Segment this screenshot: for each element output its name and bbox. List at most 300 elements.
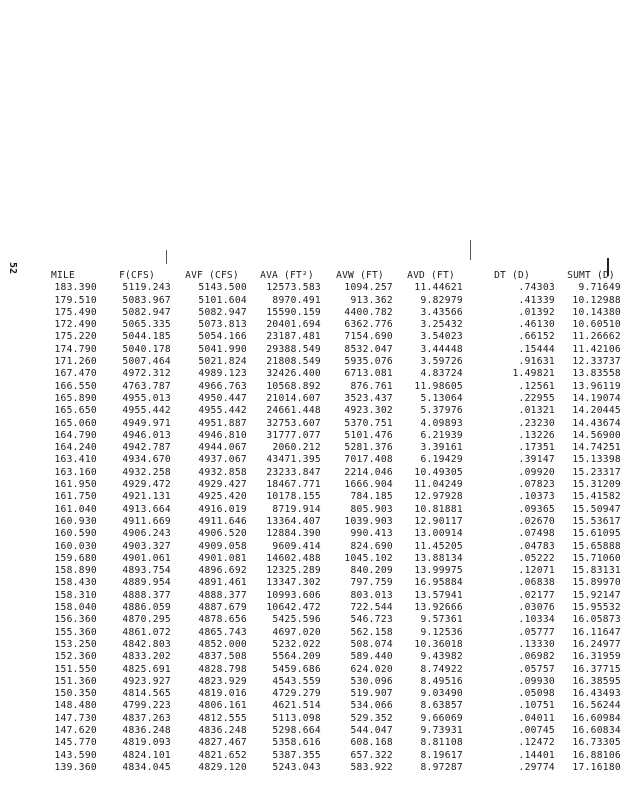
cell-avd-ft: 3.25432 <box>420 319 463 331</box>
cell-f-cfs: 4903.327 <box>122 540 171 552</box>
cell-ava-ft2: 32753.607 <box>266 417 321 429</box>
cell-dt-d: .02177 <box>518 589 555 601</box>
cell-sumt-d: 16.24977 <box>572 638 621 650</box>
cell-avw-ft: 562.158 <box>350 626 393 638</box>
cell-mile: 164.790 <box>54 429 97 441</box>
table-row <box>26 393 624 405</box>
table-row <box>26 516 624 528</box>
cell-ava-ft2: 10568.892 <box>266 380 321 392</box>
header-mile: MILE <box>51 270 75 281</box>
cell-ava-ft2: 5113.098 <box>272 712 321 724</box>
table-row <box>26 541 624 553</box>
cell-dt-d: .12472 <box>518 737 555 749</box>
table-row <box>26 700 624 712</box>
cell-mile: 160.590 <box>54 528 97 540</box>
cell-avd-ft: 12.97928 <box>414 491 463 503</box>
cell-f-cfs: 4911.669 <box>122 515 171 527</box>
cell-dt-d: .91631 <box>518 356 555 368</box>
cell-mile: 160.930 <box>54 515 97 527</box>
cell-f-cfs: 4955.442 <box>122 405 171 417</box>
cell-dt-d: .14401 <box>518 749 555 761</box>
cell-ava-ft2: 10178.155 <box>266 491 321 503</box>
cell-mile: 165.060 <box>54 417 97 429</box>
cell-avd-ft: 11.98605 <box>414 380 463 392</box>
cell-avf-cfs: 4909.058 <box>198 540 247 552</box>
cell-avw-ft: 544.047 <box>350 724 393 736</box>
cell-f-cfs: 5082.947 <box>122 306 171 318</box>
cell-avd-ft: 3.59726 <box>420 356 463 368</box>
cell-mile: 150.350 <box>54 688 97 700</box>
cell-avd-ft: 8.97287 <box>420 761 463 773</box>
cell-ava-ft2: 5232.022 <box>272 638 321 650</box>
cell-avd-ft: 13.00914 <box>414 528 463 540</box>
cell-avw-ft: 6713.081 <box>344 368 393 380</box>
cell-ava-ft2: 10642.472 <box>266 602 321 614</box>
cell-sumt-d: 14.20445 <box>572 405 621 417</box>
cell-avw-ft: 508.074 <box>350 638 393 650</box>
table-row <box>26 381 624 393</box>
cell-mile: 159.680 <box>54 552 97 564</box>
cell-sumt-d: 12.33737 <box>572 356 621 368</box>
table-row <box>26 479 624 491</box>
data-table <box>26 270 624 774</box>
cell-avf-cfs: 4887.679 <box>198 602 247 614</box>
table-body <box>26 282 624 774</box>
cell-sumt-d: 13.96119 <box>572 380 621 392</box>
cell-mile: 167.470 <box>54 368 97 380</box>
cell-dt-d: .13226 <box>518 429 555 441</box>
cell-mile: 183.390 <box>54 282 97 294</box>
cell-ava-ft2: 20401.694 <box>266 319 321 331</box>
cell-ava-ft2: 10993.606 <box>266 589 321 601</box>
cell-avw-ft: 624.020 <box>350 663 393 675</box>
cell-avd-ft: 9.43982 <box>420 651 463 663</box>
cell-f-cfs: 4913.664 <box>122 503 171 515</box>
cell-f-cfs: 4932.258 <box>122 466 171 478</box>
cell-sumt-d: 15.65888 <box>572 540 621 552</box>
cell-dt-d: .12561 <box>518 380 555 392</box>
cell-avw-ft: 840.209 <box>350 565 393 577</box>
cell-dt-d: .06982 <box>518 651 555 663</box>
header-avd-ft: AVD (FT) <box>407 270 455 281</box>
cell-avd-ft: 3.39161 <box>420 442 463 454</box>
cell-f-cfs: 5065.335 <box>122 319 171 331</box>
cell-ava-ft2: 12884.390 <box>266 528 321 540</box>
header-f-cfs: F(CFS) <box>119 270 155 281</box>
cell-avw-ft: 8532.047 <box>344 343 393 355</box>
table-row <box>26 418 624 430</box>
cell-dt-d: .74303 <box>518 282 555 294</box>
cell-ava-ft2: 5358.616 <box>272 737 321 749</box>
cell-sumt-d: 16.38595 <box>572 675 621 687</box>
cell-avf-cfs: 4932.858 <box>198 466 247 478</box>
cell-dt-d: .05098 <box>518 688 555 700</box>
cell-avw-ft: 3523.437 <box>344 392 393 404</box>
table-row <box>26 282 624 294</box>
cell-avd-ft: 13.88134 <box>414 552 463 564</box>
cell-f-cfs: 4946.013 <box>122 429 171 441</box>
table-row <box>26 639 624 651</box>
cell-ava-ft2: 13364.407 <box>266 515 321 527</box>
cell-f-cfs: 4814.565 <box>122 688 171 700</box>
cell-avw-ft: 530.096 <box>350 675 393 687</box>
cell-mile: 161.950 <box>54 479 97 491</box>
cell-avw-ft: 1666.904 <box>344 479 393 491</box>
cell-dt-d: .09930 <box>518 675 555 687</box>
cell-mile: 165.650 <box>54 405 97 417</box>
cell-avf-cfs: 4951.887 <box>198 417 247 429</box>
cell-avd-ft: 13.99975 <box>414 565 463 577</box>
cell-ava-ft2: 23233.847 <box>266 466 321 478</box>
cell-sumt-d: 15.41582 <box>572 491 621 503</box>
cell-f-cfs: 4921.131 <box>122 491 171 503</box>
cell-ava-ft2: 4729.279 <box>272 688 321 700</box>
cell-f-cfs: 4836.248 <box>122 724 171 736</box>
cell-ava-ft2: 21808.549 <box>266 356 321 368</box>
cell-dt-d: .29774 <box>518 761 555 773</box>
cell-f-cfs: 4942.787 <box>122 442 171 454</box>
cell-sumt-d: 15.89970 <box>572 577 621 589</box>
scan-mark-1 <box>166 250 167 264</box>
header-dt-d: DT (D) <box>494 270 530 281</box>
cell-sumt-d: 15.95532 <box>572 602 621 614</box>
cell-avd-ft: 6.19429 <box>420 454 463 466</box>
page-number: 52 <box>7 262 18 275</box>
table-row <box>26 528 624 540</box>
cell-avf-cfs: 4946.810 <box>198 429 247 441</box>
cell-avf-cfs: 4888.377 <box>198 589 247 601</box>
cell-avd-ft: 12.90117 <box>414 515 463 527</box>
cell-avf-cfs: 4916.019 <box>198 503 247 515</box>
cell-avd-ft: 9.66069 <box>420 712 463 724</box>
cell-f-cfs: 5083.967 <box>122 294 171 306</box>
cell-dt-d: .05757 <box>518 663 555 675</box>
cell-sumt-d: 17.16180 <box>572 761 621 773</box>
table-row <box>26 454 624 466</box>
cell-avf-cfs: 4836.248 <box>198 724 247 736</box>
cell-avf-cfs: 5054.166 <box>198 331 247 343</box>
cell-ava-ft2: 9609.414 <box>272 540 321 552</box>
cell-ava-ft2: 5243.043 <box>272 761 321 773</box>
cell-dt-d: .41339 <box>518 294 555 306</box>
cell-avf-cfs: 4806.161 <box>198 700 247 712</box>
cell-mile: 175.490 <box>54 306 97 318</box>
cell-avf-cfs: 4823.929 <box>198 675 247 687</box>
table-row <box>26 504 624 516</box>
cell-dt-d: .04783 <box>518 540 555 552</box>
table-row <box>26 750 624 762</box>
cell-dt-d: .39147 <box>518 454 555 466</box>
cell-f-cfs: 4972.312 <box>122 368 171 380</box>
cell-avw-ft: 583.922 <box>350 761 393 773</box>
cell-avw-ft: 519.907 <box>350 688 393 700</box>
cell-ava-ft2: 31777.077 <box>266 429 321 441</box>
cell-sumt-d: 15.61095 <box>572 528 621 540</box>
cell-mile: 160.030 <box>54 540 97 552</box>
cell-avw-ft: 5101.476 <box>344 429 393 441</box>
cell-avd-ft: 9.73931 <box>420 724 463 736</box>
table-row <box>26 614 624 626</box>
cell-dt-d: .12071 <box>518 565 555 577</box>
cell-mile: 179.510 <box>54 294 97 306</box>
cell-mile: 158.890 <box>54 565 97 577</box>
cell-avd-ft: 11.04249 <box>414 479 463 491</box>
table-row <box>26 295 624 307</box>
cell-avf-cfs: 5073.813 <box>198 319 247 331</box>
cell-sumt-d: 15.83131 <box>572 565 621 577</box>
cell-sumt-d: 16.60984 <box>572 712 621 724</box>
cell-sumt-d: 14.19074 <box>572 392 621 404</box>
cell-avw-ft: 1094.257 <box>344 282 393 294</box>
cell-dt-d: .05222 <box>518 552 555 564</box>
cell-ava-ft2: 12573.583 <box>266 282 321 294</box>
cell-avw-ft: 608.168 <box>350 737 393 749</box>
table-row <box>26 430 624 442</box>
header-ava-ft2: AVA (FT²) <box>260 270 314 281</box>
cell-avw-ft: 722.544 <box>350 602 393 614</box>
cell-mile: 175.220 <box>54 331 97 343</box>
cell-avw-ft: 6362.776 <box>344 319 393 331</box>
cell-sumt-d: 15.50947 <box>572 503 621 515</box>
table-row <box>26 368 624 380</box>
cell-mile: 163.410 <box>54 454 97 466</box>
cell-sumt-d: 11.42106 <box>572 343 621 355</box>
table-row <box>26 467 624 479</box>
cell-avd-ft: 5.13064 <box>420 392 463 404</box>
cell-mile: 164.240 <box>54 442 97 454</box>
cell-mile: 158.310 <box>54 589 97 601</box>
cell-sumt-d: 9.71649 <box>578 282 621 294</box>
table-row <box>26 319 624 331</box>
cell-sumt-d: 10.14380 <box>572 306 621 318</box>
cell-avd-ft: 8.81108 <box>420 737 463 749</box>
cell-f-cfs: 4934.670 <box>122 454 171 466</box>
cell-avw-ft: 797.759 <box>350 577 393 589</box>
cell-ava-ft2: 18467.771 <box>266 479 321 491</box>
cell-avd-ft: 10.36018 <box>414 638 463 650</box>
cell-avf-cfs: 4821.652 <box>198 749 247 761</box>
header-avf-cfs: AVF (CFS) <box>185 270 239 281</box>
cell-sumt-d: 16.43493 <box>572 688 621 700</box>
cell-avd-ft: 9.12536 <box>420 626 463 638</box>
cell-ava-ft2: 5425.596 <box>272 614 321 626</box>
table-row <box>26 344 624 356</box>
cell-avw-ft: 784.185 <box>350 491 393 503</box>
cell-avw-ft: 589.440 <box>350 651 393 663</box>
cell-avf-cfs: 4896.692 <box>198 565 247 577</box>
cell-avf-cfs: 4966.763 <box>198 380 247 392</box>
cell-mile: 165.890 <box>54 392 97 404</box>
cell-f-cfs: 4799.223 <box>122 700 171 712</box>
cell-ava-ft2: 32426.400 <box>266 368 321 380</box>
cell-dt-d: .09365 <box>518 503 555 515</box>
cell-f-cfs: 4842.803 <box>122 638 171 650</box>
cell-f-cfs: 4824.101 <box>122 749 171 761</box>
cell-mile: 166.550 <box>54 380 97 392</box>
cell-f-cfs: 5044.185 <box>122 331 171 343</box>
cell-dt-d: .02670 <box>518 515 555 527</box>
cell-avf-cfs: 4989.123 <box>198 368 247 380</box>
cell-f-cfs: 4889.954 <box>122 577 171 589</box>
cell-avw-ft: 990.413 <box>350 528 393 540</box>
cell-dt-d: .22955 <box>518 392 555 404</box>
table-row <box>26 651 624 663</box>
cell-ava-ft2: 23187.481 <box>266 331 321 343</box>
cell-avd-ft: 5.37976 <box>420 405 463 417</box>
cell-dt-d: .05777 <box>518 626 555 638</box>
cell-avd-ft: 8.74922 <box>420 663 463 675</box>
table-row <box>26 565 624 577</box>
cell-avf-cfs: 5021.824 <box>198 356 247 368</box>
cell-avf-cfs: 4955.442 <box>198 405 247 417</box>
cell-sumt-d: 16.56244 <box>572 700 621 712</box>
table-row <box>26 491 624 503</box>
cell-avw-ft: 805.903 <box>350 503 393 515</box>
cell-avf-cfs: 4929.427 <box>198 479 247 491</box>
cell-ava-ft2: 43471.395 <box>266 454 321 466</box>
cell-ava-ft2: 5459.686 <box>272 663 321 675</box>
cell-sumt-d: 14.56900 <box>572 429 621 441</box>
cell-f-cfs: 4834.045 <box>122 761 171 773</box>
cell-avw-ft: 876.761 <box>350 380 393 392</box>
cell-avf-cfs: 4819.016 <box>198 688 247 700</box>
cell-ava-ft2: 2060.212 <box>272 442 321 454</box>
cell-mile: 161.750 <box>54 491 97 503</box>
table-row <box>26 725 624 737</box>
cell-dt-d: .01321 <box>518 405 555 417</box>
cell-f-cfs: 4955.013 <box>122 392 171 404</box>
cell-ava-ft2: 4697.020 <box>272 626 321 638</box>
cell-avd-ft: 4.83724 <box>420 368 463 380</box>
cell-ava-ft2: 8970.491 <box>272 294 321 306</box>
cell-ava-ft2: 24661.448 <box>266 405 321 417</box>
cell-mile: 145.770 <box>54 737 97 749</box>
cell-mile: 155.360 <box>54 626 97 638</box>
cell-avf-cfs: 4837.508 <box>198 651 247 663</box>
cell-avf-cfs: 4911.646 <box>198 515 247 527</box>
header-sumt-d: SUMT (D) <box>567 270 615 281</box>
cell-sumt-d: 15.23317 <box>572 466 621 478</box>
table-row <box>26 688 624 700</box>
cell-avw-ft: 4923.302 <box>344 405 393 417</box>
cell-avw-ft: 4400.782 <box>344 306 393 318</box>
cell-sumt-d: 16.05873 <box>572 614 621 626</box>
cell-avd-ft: 16.95884 <box>414 577 463 589</box>
table-row <box>26 331 624 343</box>
cell-avd-ft: 13.57941 <box>414 589 463 601</box>
cell-sumt-d: 15.53617 <box>572 515 621 527</box>
cell-avf-cfs: 4829.120 <box>198 761 247 773</box>
table-row <box>26 356 624 368</box>
cell-mile: 151.550 <box>54 663 97 675</box>
cell-avf-cfs: 4827.467 <box>198 737 247 749</box>
cell-ava-ft2: 29388.549 <box>266 343 321 355</box>
cell-f-cfs: 5040.178 <box>122 343 171 355</box>
cell-avd-ft: 9.03490 <box>420 688 463 700</box>
cell-dt-d: .09920 <box>518 466 555 478</box>
cell-avw-ft: 1039.903 <box>344 515 393 527</box>
cell-avd-ft: 8.63857 <box>420 700 463 712</box>
cell-dt-d: .15444 <box>518 343 555 355</box>
cell-dt-d: .07823 <box>518 479 555 491</box>
cell-sumt-d: 16.73305 <box>572 737 621 749</box>
cell-sumt-d: 16.37715 <box>572 663 621 675</box>
cell-ava-ft2: 5387.355 <box>272 749 321 761</box>
cell-avf-cfs: 4891.461 <box>198 577 247 589</box>
cell-dt-d: .46130 <box>518 319 555 331</box>
table-row <box>26 664 624 676</box>
cell-ava-ft2: 14602.488 <box>266 552 321 564</box>
cell-dt-d: 1.49821 <box>512 368 555 380</box>
table-row <box>26 553 624 565</box>
cell-mile: 158.430 <box>54 577 97 589</box>
cell-f-cfs: 4819.093 <box>122 737 171 749</box>
cell-avw-ft: 534.066 <box>350 700 393 712</box>
cell-avd-ft: 4.09893 <box>420 417 463 429</box>
cell-avf-cfs: 4901.081 <box>198 552 247 564</box>
cell-avw-ft: 5935.076 <box>344 356 393 368</box>
cell-avd-ft: 8.49516 <box>420 675 463 687</box>
cell-ava-ft2: 12325.289 <box>266 565 321 577</box>
cell-dt-d: .00745 <box>518 724 555 736</box>
cell-avd-ft: 8.19617 <box>420 749 463 761</box>
cell-avd-ft: 9.82979 <box>420 294 463 306</box>
cell-avf-cfs: 4865.743 <box>198 626 247 638</box>
cell-f-cfs: 4888.377 <box>122 589 171 601</box>
table-row <box>26 405 624 417</box>
cell-dt-d: .07498 <box>518 528 555 540</box>
table-row <box>26 602 624 614</box>
cell-dt-d: .10334 <box>518 614 555 626</box>
cell-ava-ft2: 5298.664 <box>272 724 321 736</box>
cell-avf-cfs: 5041.990 <box>198 343 247 355</box>
cell-ava-ft2: 15590.159 <box>266 306 321 318</box>
cell-mile: 147.730 <box>54 712 97 724</box>
cell-dt-d: .66152 <box>518 331 555 343</box>
cell-avw-ft: 913.362 <box>350 294 393 306</box>
cell-sumt-d: 15.31209 <box>572 479 621 491</box>
cell-f-cfs: 4825.691 <box>122 663 171 675</box>
cell-avd-ft: 6.21939 <box>420 429 463 441</box>
cell-avf-cfs: 4878.656 <box>198 614 247 626</box>
cell-avd-ft: 13.92666 <box>414 602 463 614</box>
cell-avf-cfs: 5082.947 <box>198 306 247 318</box>
cell-mile: 172.490 <box>54 319 97 331</box>
scan-mark-2 <box>470 240 471 260</box>
cell-avw-ft: 529.352 <box>350 712 393 724</box>
cell-f-cfs: 4763.787 <box>122 380 171 392</box>
cell-sumt-d: 16.60834 <box>572 724 621 736</box>
cell-sumt-d: 15.92147 <box>572 589 621 601</box>
cell-ava-ft2: 13347.302 <box>266 577 321 589</box>
cell-sumt-d: 14.43674 <box>572 417 621 429</box>
table-row <box>26 713 624 725</box>
cell-f-cfs: 4949.971 <box>122 417 171 429</box>
cell-sumt-d: 16.31959 <box>572 651 621 663</box>
table-row <box>26 676 624 688</box>
cell-dt-d: .10373 <box>518 491 555 503</box>
cell-sumt-d: 11.26662 <box>572 331 621 343</box>
cell-f-cfs: 4833.202 <box>122 651 171 663</box>
table-row <box>26 762 624 774</box>
cell-avw-ft: 5281.376 <box>344 442 393 454</box>
cell-sumt-d: 16.11647 <box>572 626 621 638</box>
cell-sumt-d: 15.13398 <box>572 454 621 466</box>
cell-avd-ft: 11.44621 <box>414 282 463 294</box>
cell-dt-d: .13330 <box>518 638 555 650</box>
cell-f-cfs: 4870.295 <box>122 614 171 626</box>
cell-avf-cfs: 5143.500 <box>198 282 247 294</box>
